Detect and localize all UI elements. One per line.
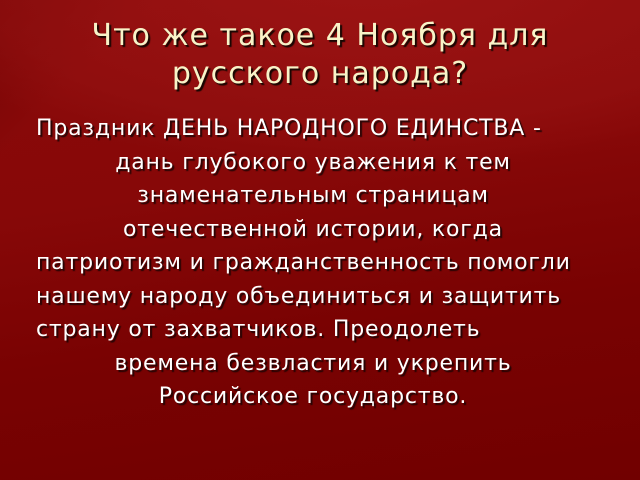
body-line: времена безвластия и укрепить (114, 350, 512, 376)
body-line: Праздник ДЕНЬ НАРОДНОГО ЕДИНСТВА - (36, 116, 542, 141)
title-line-1: Что же такое 4 Ноября для (91, 18, 549, 53)
body-line: дань глубокого уважения к тем (115, 149, 511, 175)
slide-title (0, 17, 640, 93)
body-line: знаменательным страницам (137, 183, 489, 208)
slide-body-text (36, 112, 590, 414)
body-line: страну от захватчиков. Преодолеть (36, 317, 481, 342)
body-line: патриотизм и гражданственность помогли (36, 250, 571, 275)
body-line: нашему народу объединиться и защитить (36, 283, 562, 309)
body-line: Российское государство. (158, 384, 468, 409)
body-line: отечественной истории, когда (123, 216, 503, 242)
title-line-2: русского народа? (171, 56, 469, 91)
